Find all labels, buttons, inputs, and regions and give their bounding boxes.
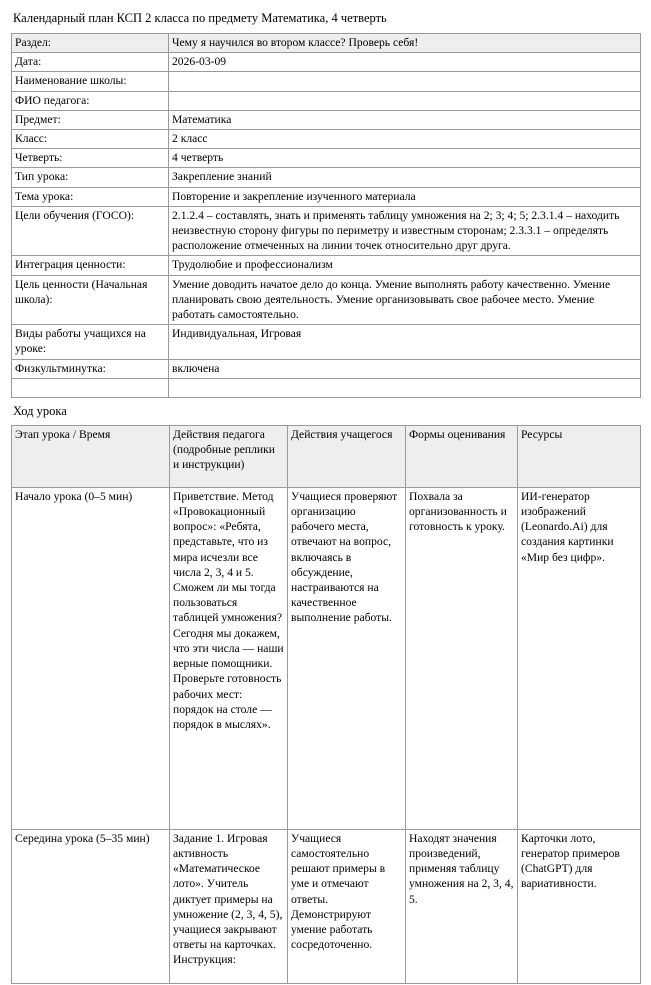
info-row-value: включена [169,359,641,378]
table-row [12,325,641,359]
lesson-flow-table-body [12,487,641,983]
column-header-student: Действия учащегося [288,425,406,487]
table-row [12,256,641,275]
info-row-label: Дата: [12,53,169,72]
info-row-value [169,91,641,110]
info-row-label: Виды работы учащихся на уроке: [12,325,169,359]
info-row-label: Физкультминутка: [12,359,169,378]
info-row-label [12,378,169,397]
info-row-value: Повторение и закрепление изученного материала [169,187,641,206]
table-row [12,378,641,397]
table-row [12,187,641,206]
cell-student-actions: Учащиеся проверяют организацию рабочего места, отвечают на вопрос, включаясь в обсуждение, настраиваются на качественное выполнение работы. [288,487,406,829]
info-row-value: Трудолюбие и профессионализм [169,256,641,275]
info-row-value: Индивидуальная, Игровая [169,325,641,359]
info-row-label: Интеграция ценности: [12,256,169,275]
info-row-label: Раздел: [12,34,169,53]
table-row [12,72,641,91]
page-title: Календарный план КСП 2 класса по предмету Математика, 4 четверть [13,11,387,25]
table-row [12,168,641,187]
cell-stage: Начало урока (0–5 мин) [12,487,170,829]
info-row-label: Класс: [12,130,169,149]
info-row-value [169,378,641,397]
column-header-teacher: Действия педагога (подробные реплики и инструкции) [170,425,288,487]
table-header-row [12,425,641,487]
table-row [12,91,641,110]
lesson-info-table [11,33,641,398]
info-row-label: Предмет: [12,110,169,129]
table-row [12,110,641,129]
lesson-info-table-body [12,34,641,398]
table-row [12,149,641,168]
column-header-assessment: Формы оценивания [406,425,518,487]
lesson-flow-table-head [12,425,641,487]
cell-student-actions: Учащиеся самостоятельно решают примеры в уме и отмечают ответы. Демонстрируют умение работать сосредоточенно. [288,829,406,983]
info-row-value: 2.1.2.4 – составлять, знать и применять таблицу умножения на 2; 3; 4; 5; 2.3.1.4 – находить неизвестную сторону фигуры по периметру и известным сторонам; 2.3.3.1 – определять расположение отмеченных на линии точек относительно друг друга. [169,206,641,256]
info-row-label: Наименование школы: [12,72,169,91]
cell-teacher-actions: Задание 1. Игровая активность «Математическое лото». Учитель диктует примеры на умножение (2, 3, 4, 5), учащиеся закрывают ответы на карточках. Инструкция: [170,829,288,983]
info-row-value: Чему я научился во втором классе? Проверь себя! [169,34,641,53]
table-row [12,206,641,256]
table-row [12,34,641,53]
cell-assessment-forms: Похвала за организованность и готовность к уроку. [406,487,518,829]
cell-teacher-actions: Приветствие. Метод «Провокационный вопрос»: «Ребята, представьте, что из мира исчезли все числа 2, 3, 4 и 5. Сможем ли мы тогда пользоваться таблицей умножения? Сегодня мы докажем, что эти числа — наши верные помощники. Проверьте готовность рабочих мест: порядок на столе — порядок в мыслях». [170,487,288,829]
info-row-value: 2026-03-09 [169,53,641,72]
table-row [12,275,641,325]
info-row-label: ФИО педагога: [12,91,169,110]
info-row-label: Цели обучения (ГОСО): [12,206,169,256]
info-row-value [169,72,641,91]
info-row-label: Тема урока: [12,187,169,206]
column-header-stage: Этап урока / Время [12,425,170,487]
info-row-value: Закрепление знаний [169,168,641,187]
info-row-value: 4 четверть [169,149,641,168]
cell-stage: Середина урока (5–35 мин) [12,829,170,983]
table-row [12,359,641,378]
info-row-value: Умение доводить начатое дело до конца. Умение выполнять работу качественно. Умение планировать свою деятельность. Умение организовывать свое рабочее место. Умение работать самостоятельно. [169,275,641,325]
lesson-flow-table [11,425,641,984]
table-row [12,829,641,983]
table-row [12,130,641,149]
info-row-label: Цель ценности (Начальная школа): [12,275,169,325]
table-row [12,487,641,829]
cell-resources: ИИ-генератор изображений (Leonardo.Ai) для создания картинки «Мир без цифр». [518,487,641,829]
cell-assessment-forms: Находят значения произведений, применяя таблицу умножения на 2, 3, 4, 5. [406,829,518,983]
section-label-lesson-flow: Ход урока [13,403,67,418]
info-row-value: Математика [169,110,641,129]
table-row [12,53,641,72]
info-row-label: Четверть: [12,149,169,168]
cell-resources: Карточки лото, генератор примеров (ChatGPT) для вариативности. [518,829,641,983]
info-row-value: 2 класс [169,130,641,149]
info-row-label: Тип урока: [12,168,169,187]
column-header-resources: Ресурсы [518,425,641,487]
